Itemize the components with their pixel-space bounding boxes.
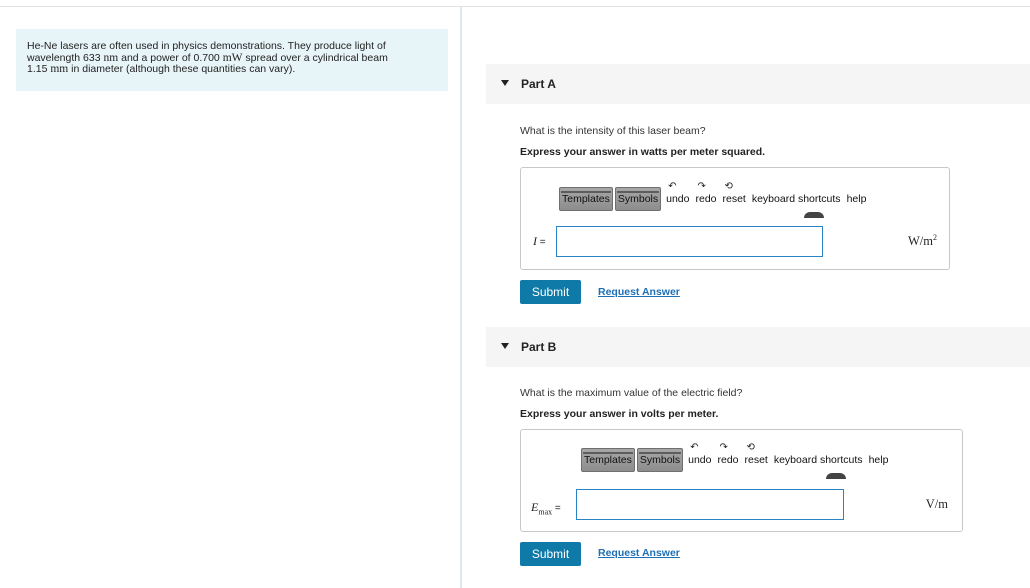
- collapse-triangle-icon[interactable]: [501, 80, 509, 86]
- reset-button[interactable]: ⟲ reset: [723, 188, 746, 210]
- part-b-answer-input[interactable]: [576, 489, 844, 520]
- part-b-math-toolbar: [581, 442, 891, 474]
- keyboard-icon: [826, 473, 846, 479]
- part-b-answer-box: [520, 429, 963, 532]
- problem-line-3: 1.15 mm in diameter (although these quantities can vary).: [27, 63, 296, 75]
- part-b-header[interactable]: [486, 327, 1030, 367]
- symbols-button[interactable]: Symbols: [615, 187, 661, 211]
- part-a-question: What is the intensity of this laser beam?: [520, 125, 706, 137]
- problem-line-1: He-Ne lasers are often used in physics demonstrations. They produce light of: [27, 40, 386, 52]
- redo-icon: ↷: [719, 442, 728, 453]
- templates-button[interactable]: Templates: [559, 187, 613, 211]
- part-a-instruction: Express your answer in watts per meter squared.: [520, 146, 766, 158]
- reset-icon: ⟲: [724, 181, 733, 192]
- keyboard-shortcuts-button[interactable]: keyboard shortcuts: [752, 188, 841, 210]
- keyboard-icon: [804, 212, 824, 218]
- undo-icon: ↶: [668, 181, 677, 192]
- redo-button[interactable]: ↷ redo: [695, 188, 716, 210]
- templates-button[interactable]: Templates: [581, 448, 635, 472]
- part-b-variable-label: $E_{max}$ =: [531, 500, 561, 517]
- part-b-title: Part B: [521, 340, 557, 354]
- part-a-variable-label: I =: [533, 234, 546, 248]
- part-b-request-answer-link[interactable]: Request Answer: [598, 547, 680, 559]
- part-a-header[interactable]: [486, 64, 1030, 104]
- help-button[interactable]: help: [868, 454, 889, 466]
- part-b-question: What is the maximum value of the electric field?: [520, 387, 743, 399]
- keyboard-shortcuts-button[interactable]: keyboard shortcuts: [774, 449, 863, 471]
- part-a-title: Part A: [521, 77, 556, 91]
- part-b-instruction: Express your answer in volts per meter.: [520, 408, 719, 420]
- part-a-math-toolbar: [559, 181, 869, 213]
- help-button[interactable]: help: [846, 193, 867, 205]
- top-rule: [0, 6, 1030, 7]
- undo-button[interactable]: ↶ undo: [666, 188, 689, 210]
- redo-icon: ↷: [697, 181, 706, 192]
- symbols-button[interactable]: Symbols: [637, 448, 683, 472]
- reset-button[interactable]: ⟲ reset: [745, 449, 768, 471]
- part-a-unit: $W/m^2$: [908, 233, 937, 249]
- part-b-unit: V/m: [925, 497, 948, 511]
- problem-line-2: wavelength 633 nm and a power of 0.700 mW spread over a cylindrical beam: [27, 51, 388, 64]
- part-b-submit-button[interactable]: Submit: [520, 542, 581, 566]
- part-a-answer-input[interactable]: [556, 226, 823, 257]
- undo-icon: ↶: [690, 442, 699, 453]
- undo-button[interactable]: ↶ undo: [688, 449, 711, 471]
- collapse-triangle-icon[interactable]: [501, 343, 509, 349]
- redo-button[interactable]: ↷ redo: [717, 449, 738, 471]
- part-a-answer-box: [520, 167, 950, 270]
- problem-statement: [16, 29, 448, 91]
- reset-icon: ⟲: [746, 442, 755, 453]
- part-a-submit-button[interactable]: Submit: [520, 280, 581, 304]
- part-a-request-answer-link[interactable]: Request Answer: [598, 286, 680, 298]
- pane-divider: [460, 7, 462, 588]
